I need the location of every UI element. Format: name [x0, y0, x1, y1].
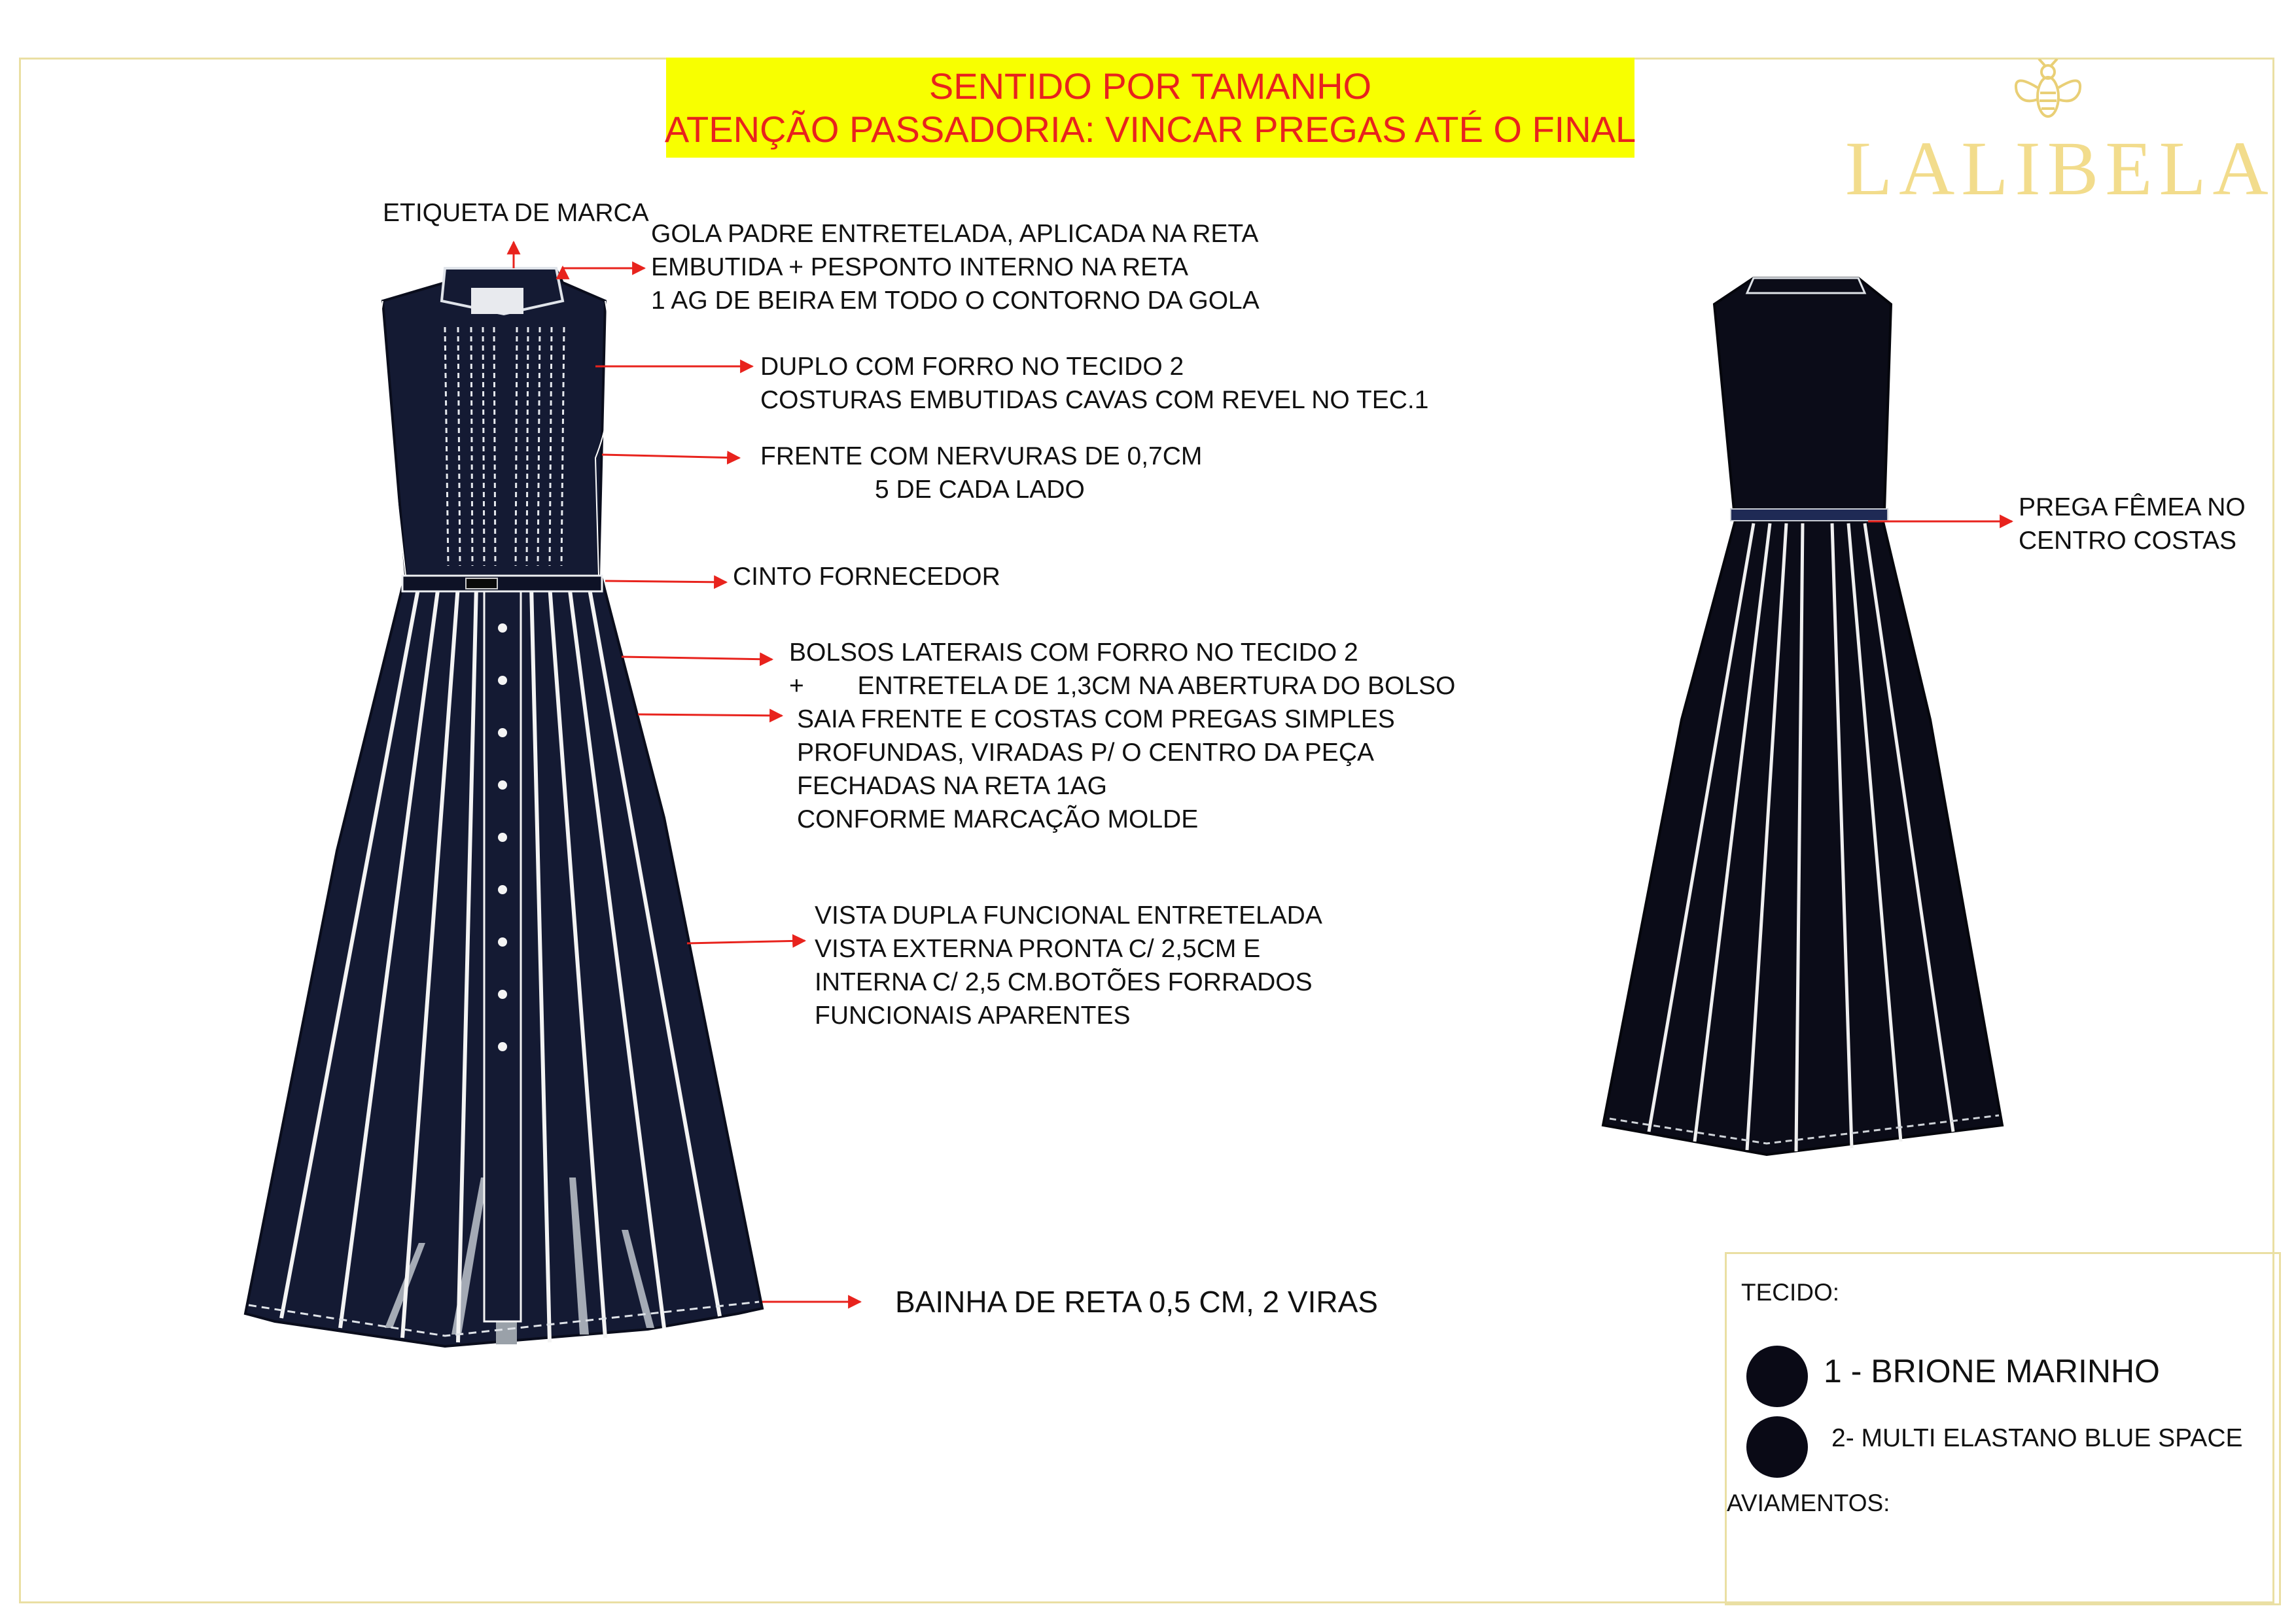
- banner-line-1: SENTIDO POR TAMANHO: [928, 65, 1372, 107]
- note-cinto: CINTO FORNECEDOR: [733, 563, 1000, 591]
- note-vista-line-4: FUNCIONAIS APARENTES: [815, 1002, 1131, 1030]
- note-frente-line-2: 5 DE CADA LADO: [875, 476, 1085, 504]
- note-saia-line-3: FECHADAS NA RETA 1AG: [797, 772, 1107, 800]
- front-dress-sketch: [245, 268, 762, 1346]
- note-frente: [760, 440, 1202, 506]
- note-vista-line-2: VISTA EXTERNA PRONTA C/ 2,5CM E: [815, 935, 1261, 963]
- note-saia: [797, 703, 1395, 836]
- note-duplo-line-2: COSTURAS EMBUTIDAS CAVAS COM REVEL NO TEC.1: [760, 386, 1429, 414]
- note-gola-line-3: 1 AG DE BEIRA EM TODO O CONTORNO DA GOLA: [651, 287, 1260, 315]
- note-prega-line-2: CENTRO COSTAS: [2019, 527, 2236, 555]
- note-etiqueta: ETIQUETA DE MARCA: [383, 199, 649, 227]
- note-saia-line-2: PROFUNDAS, VIRADAS P/ O CENTRO DA PEÇA: [797, 739, 1374, 767]
- note-duplo: [760, 350, 1428, 417]
- note-prega-line-1: PREGA FÊMEA NO: [2019, 493, 2246, 521]
- note-bolsos-plus: +: [789, 672, 804, 700]
- note-gola: [651, 217, 1260, 317]
- note-duplo-line-1: DUPLO COM FORRO NO TECIDO 2: [760, 353, 1184, 381]
- note-bolsos-line-2: [789, 669, 1455, 703]
- banner-line-2: ATENÇÃO PASSADORIA: VINCAR PREGAS ATÉ O FINAL: [664, 108, 1636, 150]
- fabric-item-2: 2- MULTI ELASTANO BLUE SPACE: [1831, 1424, 2243, 1452]
- fabric-item-1: 1 - BRIONE MARINHO: [1824, 1353, 2160, 1389]
- fabric-swatch-1: [1746, 1346, 1808, 1407]
- note-prega: [2019, 491, 2246, 557]
- brand-name: LALIBELA: [1845, 126, 2275, 211]
- note-bolsos-entretela: ENTRETELA DE 1,3CM NA ABERTURA DO BOLSO: [857, 672, 1456, 700]
- fabric-swatch-2: [1746, 1416, 1808, 1478]
- note-vista: [815, 899, 1322, 1032]
- back-dress-sketch: [1603, 278, 2002, 1155]
- note-frente-line-1: FRENTE COM NERVURAS DE 0,7CM: [760, 442, 1203, 470]
- note-bolsos-line-1: BOLSOS LATERAIS COM FORRO NO TECIDO 2: [789, 638, 1358, 667]
- fabric-title: TECIDO:: [1741, 1279, 1840, 1306]
- note-gola-line-1: GOLA PADRE ENTRETELADA, APLICADA NA RETA: [651, 220, 1259, 248]
- fabric-box: [1725, 1252, 2281, 1605]
- note-bainha: BAINHA DE RETA 0,5 CM, 2 VIRAS: [895, 1285, 1378, 1319]
- note-vista-line-1: VISTA DUPLA FUNCIONAL ENTRETELADA: [815, 901, 1322, 930]
- note-vista-line-3: INTERNA C/ 2,5 CM.BOTÕES FORRADOS: [815, 968, 1313, 996]
- aviamentos-label: AVIAMENTOS:: [1727, 1490, 1890, 1516]
- note-saia-line-1: SAIA FRENTE E COSTAS COM PREGAS SIMPLES: [797, 705, 1395, 733]
- note-bolsos: [789, 636, 1455, 703]
- note-gola-line-2: EMBUTIDA + PESPONTO INTERNO NA RETA: [651, 253, 1188, 281]
- note-saia-line-4: CONFORME MARCAÇÃO MOLDE: [797, 805, 1199, 833]
